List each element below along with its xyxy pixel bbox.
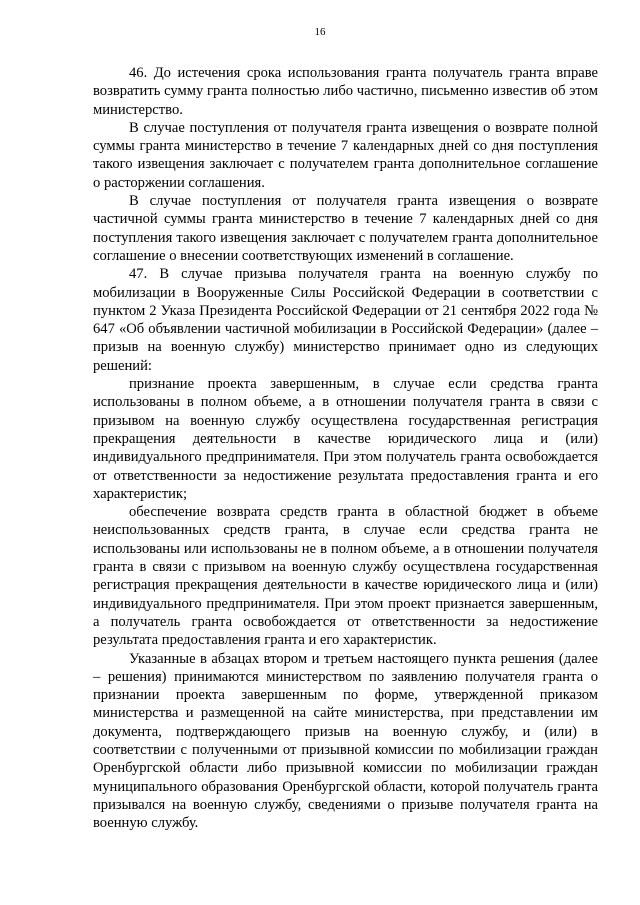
document-body (93, 64, 598, 832)
page-number: 16 (314, 26, 326, 38)
paragraph-46: 46. До истечения срока использования гранта получатель гранта вправе возвратить сумму гранта полностью либо частично, письменно известив об этом министерство. (93, 65, 598, 118)
paragraph-partial-return: В случае поступления от получателя гранта извещения о возврате частичной суммы гранта министерство в течение 7 календарных дней со дня поступления такого извещения заключает с получателем гранта дополнительное соглашение о внесении соответствующих изменений в соглашение. (93, 193, 598, 264)
paragraph-decision-completed: признание проекта завершенным, в случае если средства гранта использованы в полном объеме, а в отношении получателя гранта в связи с призывом на военную службу осуществлена государственная регистрация прекращения деятельности в качестве юридического лица и (или) индивидуального предпринимателя. При этом получатель гранта освобождается от ответственности за недостижение результата предоставления гранта и его характеристик; (93, 376, 598, 502)
paragraph-full-return: В случае поступления от получателя гранта извещения о возврате полной суммы гранта министерство в течение 7 календарных дней со дня поступления такого извещения заключает с получателем гранта дополнительное соглашение о расторжении соглашения. (93, 119, 598, 191)
paragraph-47: 47. В случае призыва получателя гранта на военную службу по мобилизации в Вооруженные Силы Российской Федерации в соответствии с пунктом 2 Указа Президента Российской Федерации от 21 сентября 2022 года № 647 «Об объявлении частичной мобилизации в Российской Федерации» (далее – призыв на военную службу) министерство принимает одно из следующих решений: (93, 266, 598, 374)
paragraph-decision-refund: обеспечение возврата средств гранта в областной бюджет в объеме неиспользованных средств гранта, в случае если средства гранта не использованы или использованы не в полном объеме, а в отношении получателя гранта в связи с призывом на военную службу осуществлена государственная регистрация прекращения деятельности в качестве юридического лица и (или) индивидуального предпринимателя. При этом проект признается завершенным, а получатель гранта освобождается от ответственности за недостижение результата предоставления гранта и его характеристик. (93, 504, 598, 649)
paragraph-decisions-procedure: Указанные в абзацах втором и третьем настоящего пункта решения (далее – решения) принимаются министерством по заявлению получателя гранта о признании проекта завершенным по форме, утвержденной приказом министерства и размещенной на сайте министерства, при представлении им документа, подтверждающего призыв на военную службу, и (или) в соответствии с полученными от призывной комиссии по мобилизации граждан Оренбургской области либо призывной комиссии по мобилизации граждан муниципального образования Оренбургской области, которой получатель гранта призывался на военную службу, сведениями о призыве получателя гранта на военную службу. (93, 650, 598, 832)
